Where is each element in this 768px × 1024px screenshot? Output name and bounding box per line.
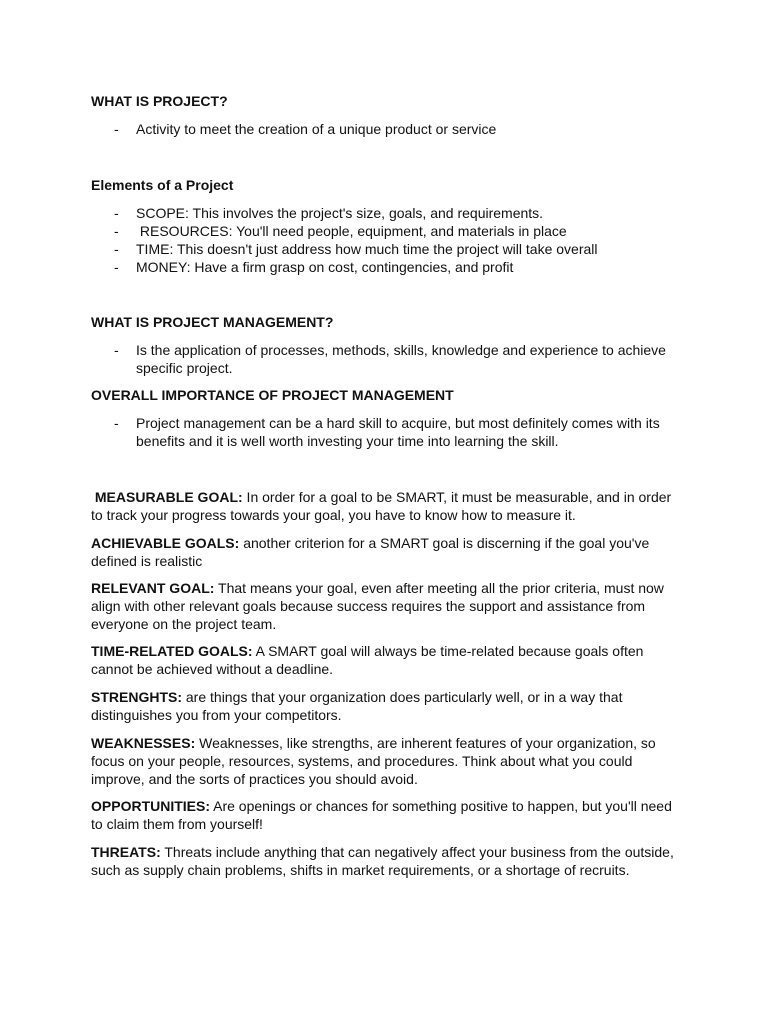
definition-weaknesses bbox=[91, 734, 681, 788]
list-item-text: Project management can be a hard skill to acquire, but most definitely comes with its benefits and it is well worth investing your time into learning the skill. bbox=[136, 415, 660, 449]
definition-term: ACHIEVABLE GOALS: bbox=[91, 535, 240, 551]
definition-term: RELEVANT GOAL: bbox=[91, 580, 215, 596]
elements-list bbox=[91, 204, 691, 276]
definition-text: are things that your organization does particularly well, or in a way that distinguishes you from your competitors. bbox=[91, 689, 623, 723]
bullet-dash: - bbox=[114, 259, 119, 275]
definition-relevant-goal bbox=[91, 579, 681, 633]
definition-term: THREATS: bbox=[91, 844, 161, 860]
heading-what-is-project: WHAT IS PROJECT? bbox=[91, 93, 228, 109]
definition-achievable-goals bbox=[91, 534, 681, 570]
definition-text: another criterion for a SMART goal is discerning if the goal you've defined is realistic bbox=[91, 535, 650, 569]
list-item bbox=[91, 414, 671, 450]
definition-threats bbox=[91, 843, 681, 879]
definition-strengths bbox=[91, 688, 681, 724]
list-item bbox=[91, 222, 691, 240]
bullet-dash: - bbox=[114, 205, 119, 221]
list-item bbox=[91, 240, 691, 258]
list-item bbox=[91, 204, 691, 222]
definition-text: Are openings or chances for something positive to happen, but you'll need to claim them from yourself! bbox=[91, 798, 672, 832]
list-item-text: Is the application of processes, methods, skills, knowledge and experience to achieve specific project. bbox=[136, 342, 666, 376]
definition-term: OPPORTUNITIES: bbox=[91, 798, 211, 814]
heading-elements-of-project: Elements of a Project bbox=[91, 177, 234, 193]
list-item-text: SCOPE: This involves the project's size, goals, and requirements. bbox=[136, 205, 544, 221]
list-item-text: MONEY: Have a firm grasp on cost, contingencies, and profit bbox=[136, 259, 514, 275]
what-is-project-list bbox=[91, 120, 691, 138]
definition-text: That means your goal, even after meeting all the prior criteria, must now align with other relevant goals because success requires the support and assistance from everyone on the project team. bbox=[91, 580, 664, 632]
bullet-dash: - bbox=[114, 241, 119, 257]
list-item-text: RESOURCES: You'll need people, equipment, and materials in place bbox=[136, 223, 567, 239]
definition-text: Threats include anything that can negatively affect your business from the outside, such as supply chain problems, shifts in market requirements, or a shortage of recruits. bbox=[91, 844, 674, 878]
definition-time-related-goals bbox=[91, 642, 681, 678]
definition-term: TIME-RELATED GOALS: bbox=[91, 643, 253, 659]
bullet-dash: - bbox=[114, 121, 119, 137]
definition-term: MEASURABLE GOAL: bbox=[91, 489, 243, 505]
definition-text: A SMART goal will always be time-related because goals often cannot be achieved without a deadline. bbox=[91, 643, 644, 677]
what-is-pm-list bbox=[91, 341, 671, 377]
definition-opportunities bbox=[91, 797, 681, 833]
heading-what-is-project-management: WHAT IS PROJECT MANAGEMENT? bbox=[91, 314, 334, 330]
list-item-text: TIME: This doesn't just address how much time the project will take overall bbox=[136, 241, 598, 257]
bullet-dash: - bbox=[114, 342, 119, 358]
definition-measurable-goal bbox=[91, 488, 681, 524]
definition-text: Weaknesses, like strengths, are inherent features of your organization, so focus on your people, resources, systems, and procedures. Think about what you could improve, and the sorts of practices you should avoid. bbox=[91, 735, 656, 787]
definition-term: WEAKNESSES: bbox=[91, 735, 196, 751]
definition-term: STRENGHTS: bbox=[91, 689, 182, 705]
list-item bbox=[91, 341, 671, 377]
bullet-dash: - bbox=[114, 415, 119, 431]
bullet-dash: - bbox=[114, 223, 119, 239]
list-item bbox=[91, 258, 691, 276]
overall-importance-list bbox=[91, 414, 671, 450]
definition-text: In order for a goal to be SMART, it must be measurable, and in order to track your progress towards your goal, you have to know how to measure it. bbox=[91, 489, 672, 523]
list-item bbox=[91, 120, 691, 138]
list-item-text: Activity to meet the creation of a unique product or service bbox=[136, 121, 497, 137]
heading-overall-importance: OVERALL IMPORTANCE OF PROJECT MANAGEMENT bbox=[91, 387, 454, 403]
